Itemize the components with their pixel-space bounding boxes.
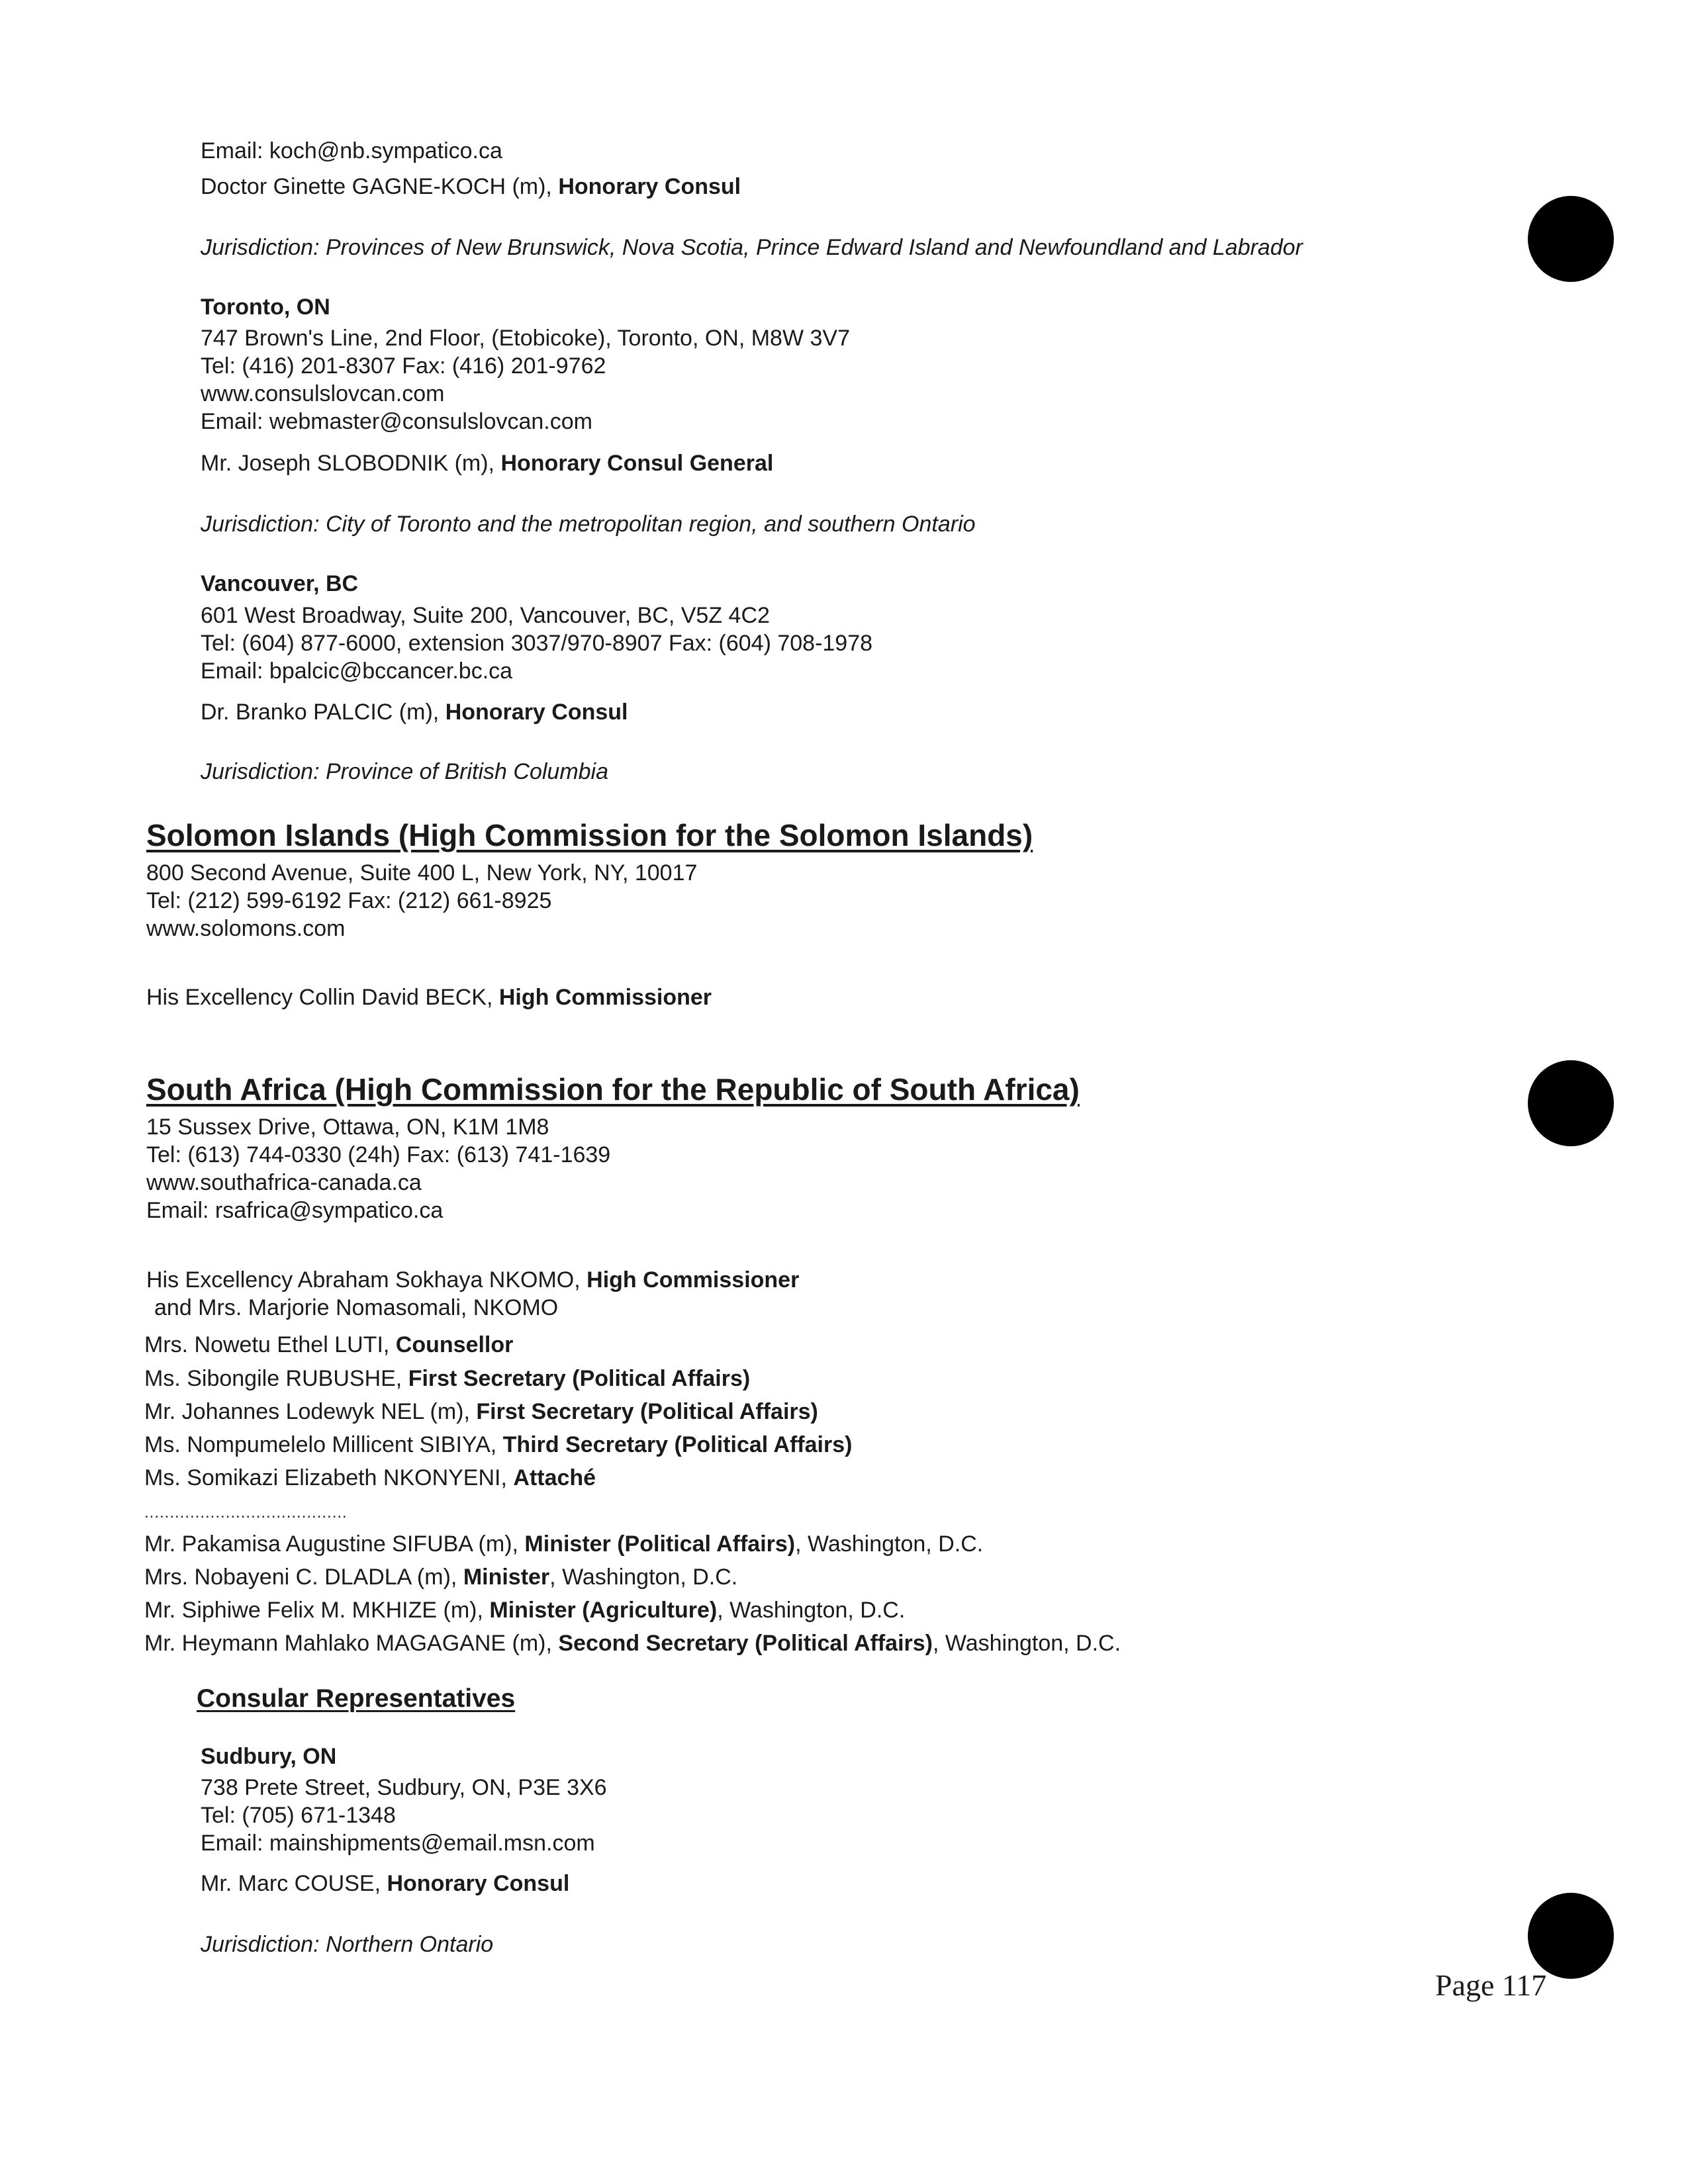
southafrica-tel: Tel: (613) 744-0330 (24h) Fax: (613) 741-1639 <box>146 1142 611 1167</box>
sudbury-tel: Tel: (705) 671-1348 <box>201 1803 396 1828</box>
washington-row-1 <box>144 1564 737 1590</box>
solomon-hc-entry <box>146 984 712 1011</box>
solomon-web: www.solomons.com <box>146 916 346 941</box>
staff-title: First Secretary (Political Affairs) <box>476 1399 818 1424</box>
staff-title: Third Secretary (Political Affairs) <box>502 1432 853 1457</box>
sudbury-consul-entry <box>201 1870 569 1897</box>
punch-hole-top <box>1528 196 1614 282</box>
washington-name: Mr. Siphiwe Felix M. MKHIZE (m), <box>144 1598 483 1623</box>
staff-row-1 <box>144 1365 750 1392</box>
toronto-address: 747 Brown's Line, 2nd Floor, (Etobicoke), Toronto, ON, M8W 3V7 <box>201 326 851 351</box>
staff-title: First Secretary (Political Affairs) <box>408 1366 751 1391</box>
washington-title: Minister (Political Affairs) <box>524 1531 796 1557</box>
southafrica-address: 15 Sussex Drive, Ottawa, ON, K1M 1M8 <box>146 1115 549 1140</box>
solomon-hc-title: High Commissioner <box>498 985 712 1010</box>
toronto-consul-entry <box>201 450 773 477</box>
toronto-tel: Tel: (416) 201-8307 Fax: (416) 201-9762 <box>201 353 606 379</box>
staff-name: Ms. Somikazi Elizabeth NKONYENI, <box>144 1465 507 1490</box>
staff-row-3 <box>144 1432 852 1458</box>
vancouver-tel: Tel: (604) 877-6000, extension 3037/970-8907 Fax: (604) 708-1978 <box>201 631 873 656</box>
dotted-separator: ........................................ <box>144 1504 348 1522</box>
solomon-heading: Solomon Islands (High Commission for the Solomon Islands) <box>146 818 1033 852</box>
toronto-consul-name: Mr. Joseph SLOBODNIK (m), <box>201 451 494 476</box>
staff-title: Counsellor <box>395 1332 514 1357</box>
washington-name: Mr. Pakamisa Augustine SIFUBA (m), <box>144 1531 518 1557</box>
washington-title: Second Secretary (Political Affairs) <box>558 1631 933 1656</box>
southafrica-hc-name: His Excellency Abraham Sokhaya NKOMO, <box>146 1267 581 1293</box>
vancouver-email: Email: bpalcic@bccancer.bc.ca <box>201 659 513 684</box>
southafrica-heading: South Africa (High Commission for the Republic of South Africa) <box>146 1072 1080 1107</box>
washington-name: Mr. Heymann Mahlako MAGAGANE (m), <box>144 1631 552 1656</box>
washington-title: Minister (Agriculture) <box>489 1598 718 1623</box>
solomon-tel: Tel: (212) 599-6192 Fax: (212) 661-8925 <box>146 888 552 913</box>
staff-name: Mr. Johannes Lodewyk NEL (m), <box>144 1399 470 1424</box>
solomon-hc-name: His Excellency Collin David BECK, <box>146 985 493 1010</box>
washington-title: Minister <box>463 1565 550 1590</box>
nb-email: Email: koch@nb.sympatico.ca <box>201 138 502 163</box>
staff-name: Ms. Nompumelelo Millicent SIBIYA, <box>144 1432 497 1457</box>
southafrica-hc-spouse: and Mrs. Marjorie Nomasomali, NKOMO <box>154 1295 559 1320</box>
toronto-web: www.consulslovcan.com <box>201 381 445 406</box>
vancouver-consul-name: Dr. Branko PALCIC (m), <box>201 700 440 725</box>
southafrica-hc-title: High Commissioner <box>586 1267 800 1293</box>
toronto-consul-title: Honorary Consul General <box>500 451 774 476</box>
staff-row-2 <box>144 1398 818 1425</box>
washington-row-0 <box>144 1531 983 1557</box>
washington-name: Mrs. Nobayeni C. DLADLA (m), <box>144 1565 457 1590</box>
vancouver-jurisdiction: Jurisdiction: Province of British Columbia <box>201 759 609 784</box>
nb-jurisdiction: Jurisdiction: Provinces of New Brunswick, Nova Scotia, Prince Edward Island and Newfoundland and Labrador <box>201 235 1303 260</box>
staff-name: Mrs. Nowetu Ethel LUTI, <box>144 1332 390 1357</box>
nb-consul-entry <box>201 173 741 200</box>
nb-consul-name: Doctor Ginette GAGNE-KOCH (m), <box>201 174 552 199</box>
southafrica-email: Email: rsafrica@sympatico.ca <box>146 1198 444 1223</box>
toronto-email: Email: webmaster@consulslovcan.com <box>201 409 592 434</box>
vancouver-consul-entry <box>201 699 628 725</box>
staff-row-4 <box>144 1465 596 1491</box>
sudbury-city: Sudbury, ON <box>201 1744 337 1769</box>
nb-consul-title: Honorary Consul <box>558 174 741 199</box>
sudbury-address: 738 Prete Street, Sudbury, ON, P3E 3X6 <box>201 1775 607 1800</box>
staff-title: Attaché <box>513 1465 596 1490</box>
vancouver-city: Vancouver, BC <box>201 571 359 596</box>
southafrica-web: www.southafrica-canada.ca <box>146 1170 422 1195</box>
southafrica-hc-entry <box>146 1267 799 1293</box>
washington-row-3 <box>144 1630 1121 1657</box>
vancouver-consul-title: Honorary Consul <box>445 700 628 725</box>
sudbury-jurisdiction: Jurisdiction: Northern Ontario <box>201 1932 494 1957</box>
washington-suffix: , Washington, D.C. <box>549 1565 738 1590</box>
punch-hole-middle <box>1528 1060 1614 1146</box>
washington-suffix: , Washington, D.C. <box>795 1531 984 1557</box>
washington-row-2 <box>144 1597 905 1623</box>
washington-suffix: , Washington, D.C. <box>932 1631 1121 1656</box>
sudbury-consul-title: Honorary Consul <box>387 1871 570 1896</box>
solomon-address: 800 Second Avenue, Suite 400 L, New York, NY, 10017 <box>146 860 698 886</box>
staff-name: Ms. Sibongile RUBUSHE, <box>144 1366 402 1391</box>
page-number: Page 117 <box>1435 1968 1547 2002</box>
sudbury-consul-name: Mr. Marc COUSE, <box>201 1871 381 1896</box>
toronto-jurisdiction: Jurisdiction: City of Toronto and the metropolitan region, and southern Ontario <box>201 512 976 537</box>
vancouver-address: 601 West Broadway, Suite 200, Vancouver, BC, V5Z 4C2 <box>201 603 770 628</box>
toronto-city: Toronto, ON <box>201 295 330 320</box>
consular-heading: Consular Representatives <box>197 1684 516 1713</box>
punch-hole-bottom <box>1528 1893 1614 1979</box>
sudbury-email: Email: mainshipments@email.msn.com <box>201 1831 595 1856</box>
staff-row-0 <box>144 1332 513 1358</box>
washington-suffix: , Washington, D.C. <box>717 1598 906 1623</box>
